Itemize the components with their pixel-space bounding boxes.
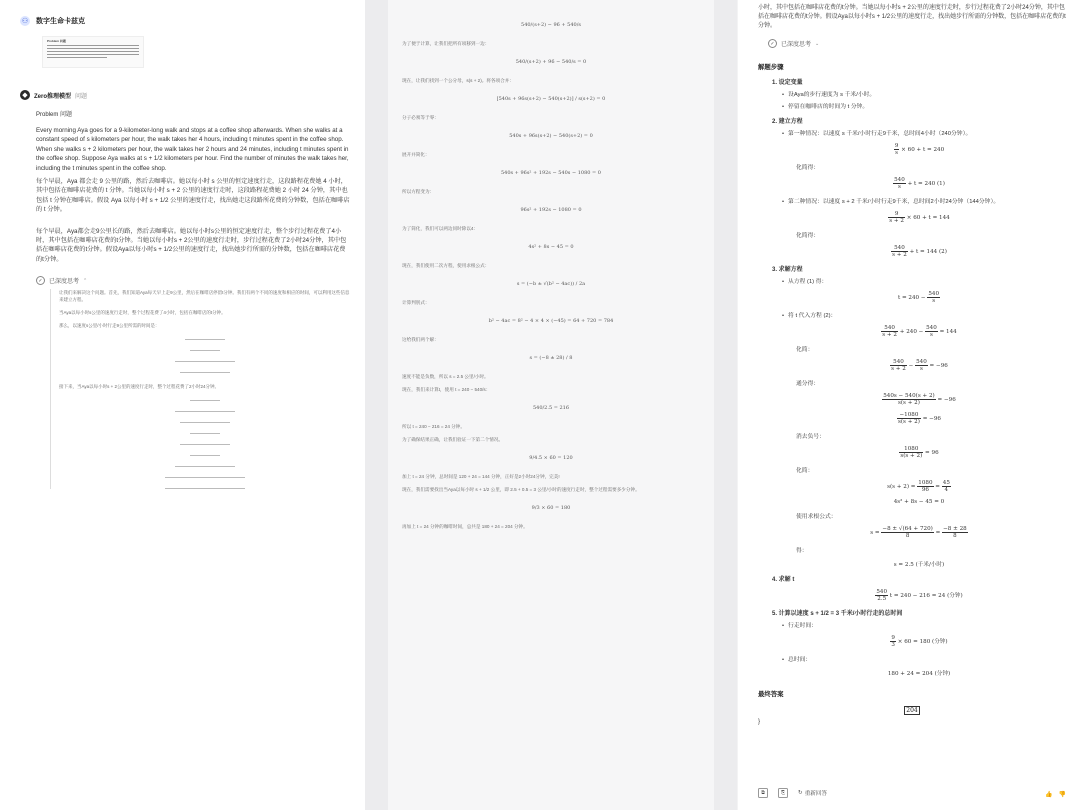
step-label: 使用求根公式： xyxy=(796,514,837,520)
thumbs-down-icon[interactable]: 👎 xyxy=(1058,792,1066,798)
math-formula xyxy=(165,488,245,489)
math-formula: s(s + 2) = $\frac{1080}{96}$ = $\frac{45}{4}$ xyxy=(887,480,950,493)
step-5 xyxy=(772,608,1066,677)
math-formula: 96s² + 192s − 1080 = 0 xyxy=(520,207,582,213)
math-formula xyxy=(185,339,225,340)
math-formula: 540s + 96s² + 192s − 540s − 1080 = 0 xyxy=(500,170,601,176)
chevron-down-icon: ⌄ xyxy=(815,40,820,47)
step-1 xyxy=(772,77,1066,110)
thinking-paragraph: 现在，我们来计算t，使用 t = 240 − 540/s： xyxy=(402,387,491,392)
model-avatar-icon: ◆ xyxy=(20,90,30,100)
walk-time-result: × 60 = 180 (分钟) xyxy=(897,639,948,645)
regenerate-button[interactable] xyxy=(798,789,827,797)
math-formula: $\frac{9}{s}$ × 60 + t = 240 xyxy=(894,143,945,156)
math-formula: $\frac{540s - 540(s + 2)}{s(s + 2)}$ = −96 xyxy=(883,393,956,406)
math-formula xyxy=(180,444,230,445)
math-formula: b² − 4ac = 8² − 4 × 4 × (−45) = 64 + 720 = 784 xyxy=(488,318,614,324)
step-label: 化简得： xyxy=(796,233,820,239)
regenerate-label: 重新回答 xyxy=(804,791,828,797)
math-formula: s = $\frac{-8 \pm √(64 + 720)}{8}$ = $\frac{-8 \pm 28}{8}$ xyxy=(870,526,967,539)
math-formula xyxy=(190,350,220,351)
step-3 xyxy=(772,264,1066,568)
refresh-icon: ↻ xyxy=(798,790,803,796)
math-formula xyxy=(190,433,220,434)
math-formula: s = (−b ± √(b² − 4ac)) / 2a xyxy=(516,281,586,287)
step-2 xyxy=(772,116,1066,258)
math-formula: $\frac{9}{s + 2}$ × 60 + t = 144 xyxy=(889,211,950,224)
math-formula: [540s + 96s(s+2) − 540(s+2)] / s(s+2) = 0 xyxy=(496,96,606,102)
math-formula xyxy=(190,455,220,456)
model-header xyxy=(20,90,351,100)
step-label: 通分得： xyxy=(796,381,820,387)
math-formula: $\frac{540}{2.5}$ t = 240 − 216 = 24 (分钟) xyxy=(876,589,963,602)
math-formula xyxy=(180,422,230,423)
attached-image-thumbnail[interactable] xyxy=(42,36,144,68)
model-name: Zero推理模型 xyxy=(34,93,72,100)
thinking-paragraph: 接下来，当Aya以每小时s + 2公里的速度行走时，整个过程花费了2小时24分钟。 xyxy=(59,384,220,390)
problem-title: Problem 问题 xyxy=(36,112,73,118)
math-formula xyxy=(175,466,235,467)
step-bullet: • 第二种情况：以速度 s + 2 千米/小时行走9千米，总时间2小时24分钟（144分钟）。 xyxy=(782,196,1066,205)
thinking-paragraph: 所以 t = 240 − 216 = 24 分钟。 xyxy=(402,424,465,429)
math-formula xyxy=(175,411,235,412)
step-4 xyxy=(772,574,1066,602)
step-label: 消去负号： xyxy=(796,434,825,440)
copy-icon[interactable]: ⧉ xyxy=(758,788,768,798)
thinking-paragraph: 现在，让我们找到一个公分母，s(s + 2)。将各项合并： xyxy=(402,78,514,83)
math-formula: $\frac{540}{s + 2}$ + t = 144 (2) xyxy=(892,245,947,258)
final-answer-box: 204 xyxy=(904,706,920,715)
check-icon: ✓ xyxy=(36,276,45,285)
math-formula: $\frac{540}{s + 2}$ + 240 − $\frac{540}{s}$ = 144 xyxy=(882,325,957,338)
step-label: 化简得： xyxy=(796,165,820,171)
math-formula: $\frac{540}{s}$ + t = 240 (1) xyxy=(894,177,945,190)
thinking-paragraph: 展开并简化： xyxy=(402,152,430,157)
step-bullet: • 将 t 代入方程 (2)： xyxy=(782,310,1066,319)
math-formula: 4s² + 8s − 45 = 0 xyxy=(528,244,574,250)
math-formula: $\frac{-1080}{s(s + 2)}$ = −96 xyxy=(898,412,941,425)
math-formula: $\frac{1080}{s(s + 2)}$ = 96 xyxy=(900,446,939,459)
thinking-paragraph: 这给我们两个解： xyxy=(402,337,439,342)
math-formula: 540/(s+2) + 96 − 540/s = 0 xyxy=(515,59,587,65)
step-bullet: • 从方程 (1) 得： xyxy=(782,276,1066,285)
step-title: 5. 计算以速度 s + 1/2 = 3 千米/小时行走的总时间 xyxy=(772,611,903,617)
thinking-label: 已深度思考 xyxy=(781,42,812,48)
thinking-paragraph: 分子必须等于零： xyxy=(402,115,439,120)
thinking-paragraph: 现在，我们使用二次方程，使用求根公式： xyxy=(402,263,490,268)
step-title: 3. 求解方程 xyxy=(772,267,803,273)
column-separator xyxy=(714,0,737,810)
chat-column-middle[interactable] xyxy=(388,0,714,810)
total-time-result: 180 + 24 = 204 (分钟) xyxy=(887,671,951,677)
problem-text-zh: 每个早晨，Aya 都会走 9 公里的路，然后去咖啡店。她以每小时 s 公里的恒定速度行走，这段路程花费她 4 小时，其中包括在咖啡店花费的 t 分钟。当她以每小时 s + 2 公里的速度行走时，这段路程花费她 2 小时 24 分钟，其中也包括 t 分钟在咖啡店。假设 Aya 以每小时 s + 1/2 公里的速度行走，找出她走这段路所花费的分钟数，包括在咖啡店的 t 分钟。 xyxy=(36,178,350,214)
thinking-paragraph: 为了简化，我们可以两边同时除以4： xyxy=(402,226,479,231)
math-formula: 9/4.5 × 60 = 120 xyxy=(529,455,573,461)
final-answer-title: 最终答案 xyxy=(758,691,784,698)
user-name: 数字生命卡兹克 xyxy=(36,18,85,25)
math-formula: t = 240 − $\frac{540}{s}$ xyxy=(897,291,940,304)
message-actions xyxy=(758,788,827,798)
thinking-paragraph: 当Aya以每小时s公里的速度行走时，整个过程花费了4小时，包括在咖啡店的t分钟。 xyxy=(59,310,226,316)
thinking-paragraph: 现在，我们需要找出当Aya以每小时 s + 1/2 公里，即 2.5 + 0.5 = 3 公里/小时的速度行走时，整个过程需要多少分钟。 xyxy=(402,487,640,492)
user-message-header xyxy=(20,16,351,26)
column-separator xyxy=(365,0,388,810)
problem-text-zh-2: 每个早晨，Aya都会走9公里长的路，然后去咖啡店。她以每小时s公里的恒定速度行走，整个步行过程花费了4小时，其中包括在咖啡店花费的t分钟。当她以每小时s + 2公里的速度行走时，步行过程花费了2小时24分钟，其中包括在咖啡店花费的t分钟。假设Aya以每小时s + 1/2公里的速度行走，找出她步行所需的分钟数，包括在咖啡店花费的t分钟。 xyxy=(36,227,347,263)
thinking-content xyxy=(50,289,351,489)
thinking-paragraph: 所以方程变为： xyxy=(402,189,435,194)
model-tag: 问题 xyxy=(75,93,88,100)
check-icon: ✓ xyxy=(768,39,777,48)
math-formula xyxy=(180,372,230,373)
thinking-paragraph: 加上 t = 24 分钟，总时间是 120 + 24 = 144 分钟，正好是2小时24分钟，完美! xyxy=(402,474,560,479)
thinking-paragraph: 计算判别式： xyxy=(402,300,430,305)
math-formula: $\frac{540}{s + 2}$ − $\frac{540}{s}$ = −96 xyxy=(891,359,948,372)
step-bullet: • 设Aya的步行速度为 s 千米/小时。 xyxy=(782,89,1066,98)
thumbnail-title: Problem 问题 xyxy=(47,39,66,43)
step-title: 1. 设定变量 xyxy=(772,80,803,86)
thinking-paragraph: 让我们来解决这个问题。首先，我们知道Aya每天早上走9公里，然后在咖啡店停留t分钟。我们有两个不同的速度和相应的时间，可以利用这些信息来建立方程。 xyxy=(59,290,350,303)
speed-result: s = 2.5 (千米/小时) xyxy=(893,562,945,568)
math-formula: 9/3 × 60 = 180 xyxy=(531,505,571,511)
thinking-toggle[interactable] xyxy=(36,276,351,285)
user-avatar-icon: ⚇ xyxy=(21,18,29,25)
thinking-paragraph: 那么，以速度s公里/小时行走9公里所需的时间是： xyxy=(59,323,160,329)
math-formula: 540/2.5 = 216 xyxy=(532,405,570,411)
step-bullet: • 停留在咖啡店的时间为 t 分钟。 xyxy=(782,101,1066,110)
step-bullet: • 行走时间： xyxy=(782,620,1066,629)
thinking-label: 已深度思考 xyxy=(49,279,80,286)
problem-text-en: Every morning Aya goes for a 9-kilometer-long walk and stops at a coffee shop afterwards. When she walks at a constant speed of s kilometers per hour, the walk takes her 4 hours, including t minutes spent in the coffee shop. When she walks s + 2 kilometers per hour, the walk takes her 2 hours and 24 minutes, including t minutes spent in the coffee shop. Suppose Aya walks at s + 1/2 kilometers per hour. Find the number of minutes the walk takes her, including the t minutes spent in the coffee shop. xyxy=(36,127,349,172)
chat-column-right[interactable] xyxy=(738,0,1080,810)
thinking-toggle[interactable] xyxy=(768,39,1066,48)
math-formula: 4s² + 8s − 45 = 0 xyxy=(893,499,945,505)
t-result: t = 240 − 216 = 24 (分钟) xyxy=(889,593,963,599)
math-formula xyxy=(190,400,220,401)
thinking-paragraph: 速度不能是负数，所以 s = 2.5 公里/小时。 xyxy=(402,374,489,379)
equation-1: + t = 240 (1) xyxy=(907,181,945,187)
thinking-paragraph: 为了确保结果正确，让我们验证一下第二个情况。 xyxy=(402,437,504,442)
step-title: 2. 建立方程 xyxy=(772,119,803,125)
math-formula xyxy=(175,361,235,362)
math-formula: s = (−8 ± 28) / 8 xyxy=(529,355,573,361)
math-formula: 540/(s+2) − 96 + 540/s xyxy=(521,22,581,28)
thinking-paragraph: 为了便于计算，让我们把所有项移到一边： xyxy=(402,41,490,46)
math-formula: 540s + 96s(s+2) − 540(s+2) = 0 xyxy=(509,133,593,139)
step-title: 4. 求解 t xyxy=(772,577,795,583)
thinking-paragraph: 再加上 t = 24 分钟的咖啡时间，总共是 180 + 24 = 204 分钟。 xyxy=(402,524,528,529)
chat-column-left[interactable] xyxy=(0,0,365,810)
step-label: 化简： xyxy=(796,468,814,474)
step-bullet: • 总时间： xyxy=(782,654,1066,663)
equation-2: + t = 144 (2) xyxy=(909,249,947,255)
rating-buttons xyxy=(1045,791,1066,798)
math-formula: $\frac{9}{3}$ × 60 = 180 (分钟) xyxy=(891,635,948,648)
closing-brace: } xyxy=(758,719,761,725)
step-bullet: • 第一种情况：以速度 s 千米/小时行走9千米，总时间4小时（240分钟）。 xyxy=(782,128,1066,137)
step-label: 化简： xyxy=(796,347,814,353)
step-label: 得： xyxy=(796,548,808,554)
chevron-up-icon: ⌃ xyxy=(83,277,88,284)
problem-text-continued: 小时，其中包括在咖啡店花费的t分钟。当她以每小时s + 2公里的速度行走时，步行过程花费了2小时24分钟，其中包括在咖啡店花费的t分钟。假设Aya以每小时s + 1/2公里的速度行走，找出她步行所需的分钟数，包括在咖啡店花费的t分钟。 xyxy=(758,5,1066,29)
thumbs-up-icon[interactable]: 👍 xyxy=(1045,792,1053,798)
steps-title: 解题步骤 xyxy=(758,64,784,71)
math-formula xyxy=(165,477,245,478)
share-icon[interactable]: ⎘ xyxy=(778,788,788,798)
